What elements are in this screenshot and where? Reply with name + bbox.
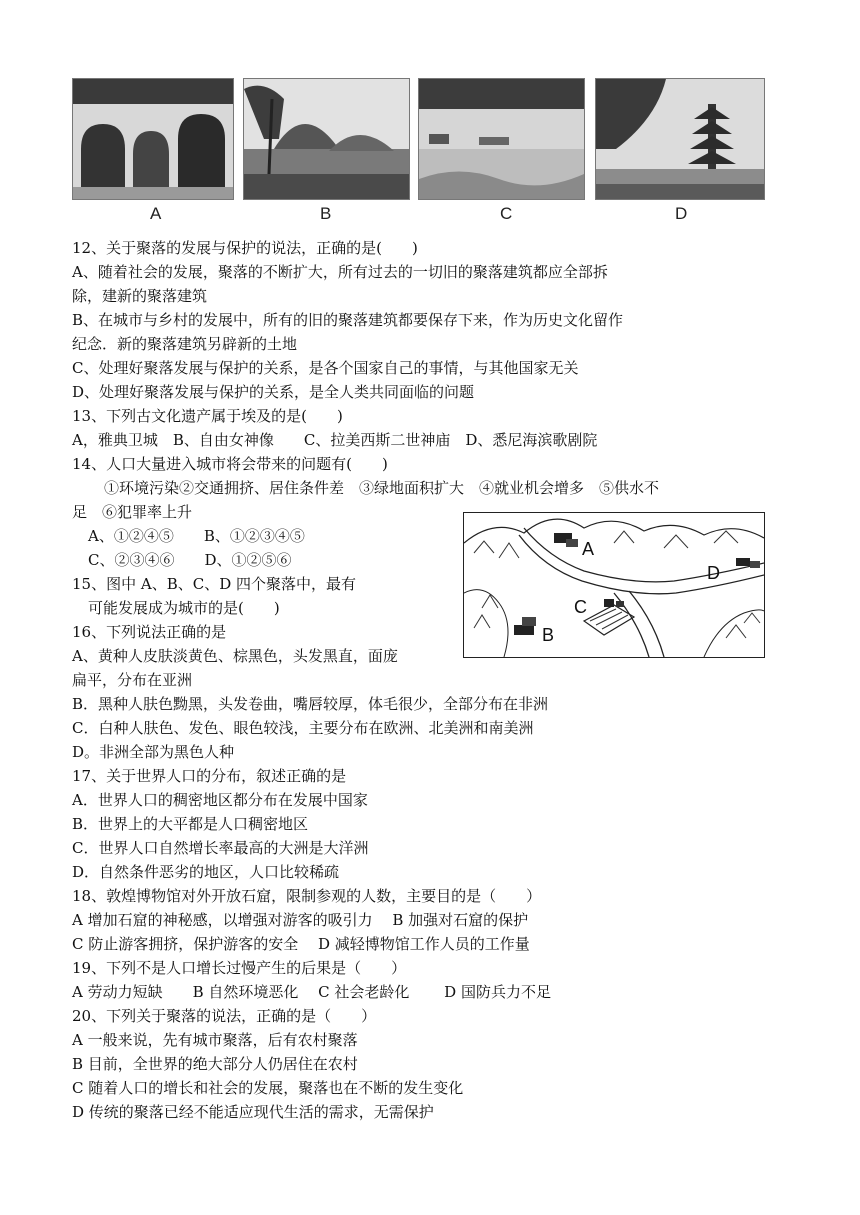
photo-label-b: B (320, 204, 332, 223)
q20-option-b: B 目前，全世界的绝大部分人仍居住在农村 (72, 1055, 358, 1073)
q16-option-b: B．黑种人肤色黝黑，头发卷曲，嘴唇较厚，体毛很少，全部分布在非洲 (72, 695, 549, 713)
q12-option-c: C、处理好聚落发展与保护的关系，是各个国家自己的事情，与其他国家无关 (72, 359, 579, 377)
q14-items: ①环境污染②交通拥挤、居住条件差 ③绿地面积扩大 ④就业机会增多 ⑤供水不 (104, 479, 660, 497)
photo-b-thatched-huts (243, 78, 410, 200)
q12-option-b: B、在城市与乡村的发展中，所有的旧的聚落建筑都要保存下来，作为历史文化留作 (72, 311, 624, 329)
q12-stem: 12、关于聚落的发展与保护的说法，正确的是( ) (72, 239, 418, 257)
photo-a-cave-dwelling (72, 78, 234, 200)
q19-stem: 19、下列不是人口增长过慢产生的后果是（ ） (72, 959, 407, 977)
map-label-b: B (542, 625, 555, 645)
q12-option-a: A、随着社会的发展，聚落的不断扩大，所有过去的一切旧的聚落建筑都应全部拆 (72, 263, 608, 281)
map-label-c: C (574, 597, 587, 617)
q17-option-c: C．世界人口自然增长率最高的大洲是大洋洲 (72, 839, 369, 857)
q13-stem: 13、下列古文化遗产属于埃及的是( ) (72, 407, 343, 425)
map-label-a: A (582, 539, 595, 559)
photo-label-a: A (150, 204, 162, 223)
q16-option-d: D。非洲全部为黑色人种 (72, 743, 235, 761)
q17-option-d: D．自然条件恶劣的地区，人口比较稀疏 (72, 863, 340, 881)
q20-option-a: A 一般来说，先有城市聚落，后有农村聚落 (72, 1031, 358, 1049)
q14-stem: 14、人口大量进入城市将会带来的问题有( ) (72, 455, 388, 473)
q12-option-b-cont: 纪念．新的聚落建筑另辟新的土地 (72, 335, 298, 353)
q16-option-a: A、黄种人皮肤淡黄色、棕黑色，头发黑直，面庞 (72, 647, 398, 665)
q18-options-cd: C 防止游客拥挤，保护游客的安全 D 减轻博物馆工作人员的工作量 (72, 935, 530, 953)
q14-options-cd: C、②③④⑥ D、①②⑤⑥ (88, 551, 292, 569)
q16-option-a-cont: 扁平，分布在亚洲 (72, 671, 193, 689)
q15-stem-cont: 可能发展成为城市的是( ) (88, 599, 280, 617)
q17-option-a: A．世界人口的稠密地区都分布在发展中国家 (72, 791, 368, 809)
photo-label-c: C (500, 204, 513, 223)
q20-option-d: D 传统的聚落已经不能适应现代生活的需求，无需保护 (72, 1103, 434, 1121)
q14-items-cont: 足 ⑥犯罪率上升 (72, 503, 193, 521)
settlement-map (463, 512, 765, 658)
q15-stem: 15、图中 A、B、C、D 四个聚落中，最有 (72, 575, 356, 593)
q18-options-ab: A 增加石窟的神秘感，以增强对游客的吸引力 B 加强对石窟的保护 (72, 911, 529, 929)
q13-options: A，雅典卫城 B、自由女神像 C、拉美西斯二世神庙 D、悉尼海滨歌剧院 (72, 431, 598, 449)
q18-stem: 18、敦煌博物馆对外开放石窟，限制参观的人数，主要目的是（ ） (72, 887, 542, 905)
q16-stem: 16、下列说法正确的是 (72, 623, 227, 641)
q17-option-b: B．世界上的大平都是人口稠密地区 (72, 815, 309, 833)
q20-option-c: C 随着人口的增长和社会的发展，聚落也在不断的发生变化 (72, 1079, 464, 1097)
q20-stem: 20、下列关于聚落的说法，正确的是（ ） (72, 1007, 377, 1025)
q17-stem: 17、关于世界人口的分布，叙述正确的是 (72, 767, 347, 785)
photo-label-d: D (675, 204, 688, 223)
photo-c-field (418, 78, 585, 200)
q19-options: A 劳动力短缺 B 自然环境恶化 C 社会老龄化 D 国防兵力不足 (72, 983, 551, 1001)
q16-option-c: C．白种人肤色、发色、眼色较浅，主要分布在欧洲、北美洲和南美洲 (72, 719, 534, 737)
photo-d-pagoda (595, 78, 765, 200)
q12-option-a-cont: 除，建新的聚落建筑 (72, 287, 208, 305)
q12-option-d: D、处理好聚落发展与保护的关系，是全人类共同面临的问题 (72, 383, 475, 401)
map-label-d: D (707, 563, 720, 583)
photo-strip (72, 78, 766, 228)
q14-options-ab: A、①②④⑤ B、①②③④⑤ (88, 527, 305, 545)
